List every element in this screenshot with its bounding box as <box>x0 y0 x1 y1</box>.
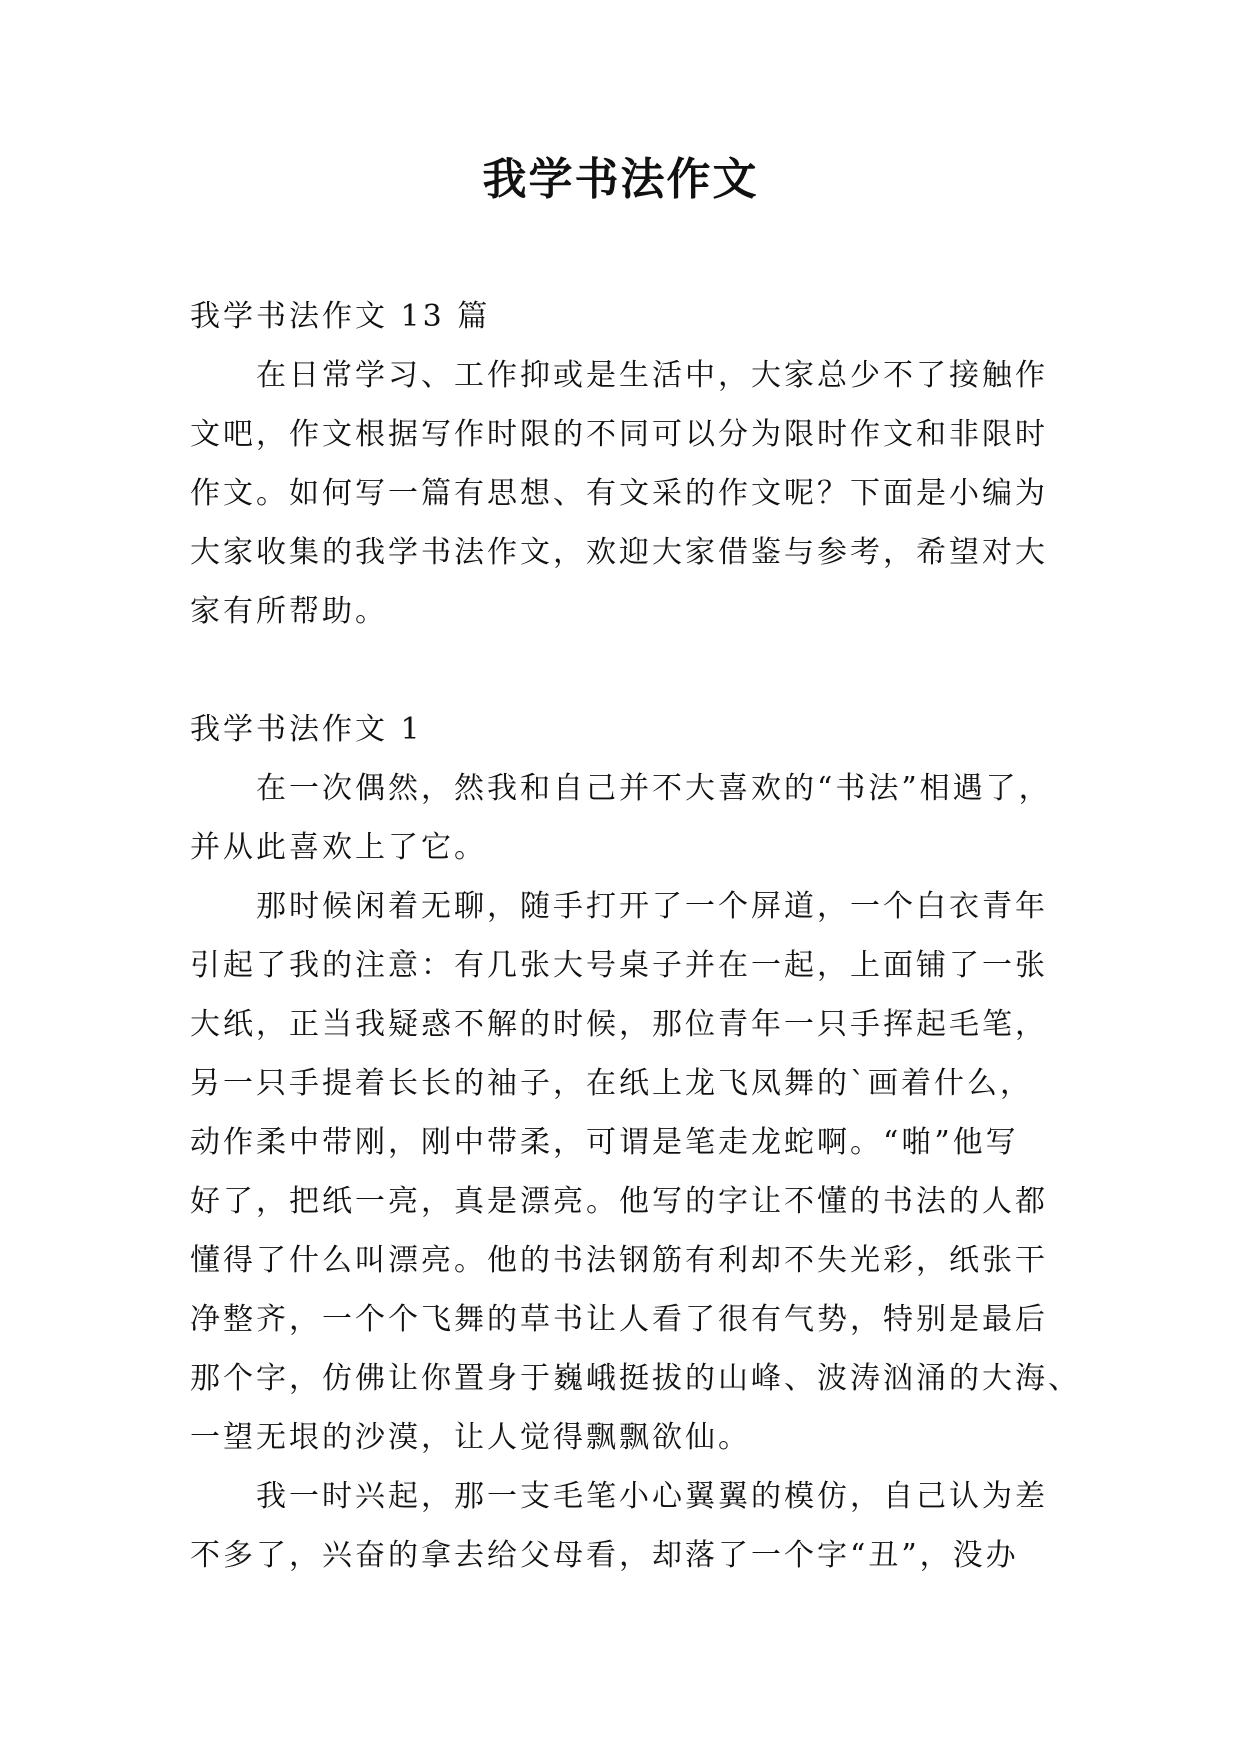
document-title: 我学书法作文 <box>482 154 759 205</box>
intro-paragraph-line: 作文。如何写一篇有思想、有文采的作文呢？下面是小编为 <box>190 476 1048 511</box>
essay-paragraph-line: 并从此喜欢上了它。 <box>190 830 487 865</box>
intro-paragraph-line: 在日常学习、工作抑或是生活中，大家总少不了接触作 <box>256 358 1048 393</box>
essay-paragraph-line: 在一次偶然，然我和自己并不大喜欢的“书法”相遇了， <box>256 771 1052 806</box>
essay-paragraph-line: 不多了，兴奋的拿去给父母看，却落了一个字“丑”，没办 <box>190 1538 1019 1573</box>
essay-paragraph-line: 那时候闲着无聊，随手打开了一个屏道，一个白衣青年 <box>256 889 1048 924</box>
essay-paragraph-line: 那个字，仿佛让你置身于巍峨挺拔的山峰、波涛汹涌的大海、 <box>190 1361 1081 1396</box>
essay-paragraph-line: 好了，把纸一亮，真是漂亮。他写的字让不懂的书法的人都 <box>190 1184 1048 1219</box>
essay-paragraph-line: 净整齐，一个个飞舞的草书让人看了很有气势，特别是最后 <box>190 1302 1048 1337</box>
essay-paragraph-line: 我一时兴起，那一支毛笔小心翼翼的模仿，自己认为差 <box>256 1479 1048 1514</box>
essay-paragraph-line: 另一只手提着长长的袖子，在纸上龙飞凤舞的`画着什么， <box>190 1066 1033 1101</box>
essay-paragraph-line: 一望无垠的沙漠，让人觉得飘飘欲仙。 <box>190 1420 751 1455</box>
document-body <box>190 287 1081 1585</box>
essay-paragraph-line: 大纸，正当我疑惑不解的时候，那位青年一只手挥起毛笔， <box>190 1007 1048 1042</box>
intro-paragraph-line: 文吧，作文根据写作时限的不同可以分为限时作文和非限时 <box>190 417 1048 452</box>
essay-paragraph-line: 动作柔中带刚，刚中带柔，可谓是笔走龙蛇啊。“啪”他写 <box>190 1125 1019 1160</box>
intro-paragraph-line: 大家收集的我学书法作文，欢迎大家借鉴与参考，希望对大 <box>190 535 1048 570</box>
essay-paragraph-line: 引起了我的注意：有几张大号桌子并在一起，上面铺了一张 <box>190 948 1048 983</box>
collection-heading: 我学书法作文 13 篇 <box>190 299 491 334</box>
essay-heading: 我学书法作文 1 <box>190 712 423 747</box>
paragraph-spacer <box>190 641 1052 700</box>
intro-paragraph-line: 家有所帮助。 <box>190 594 388 629</box>
essay-paragraph-line: 懂得了什么叫漂亮。他的书法钢筋有利却不失光彩，纸张干 <box>190 1243 1048 1278</box>
